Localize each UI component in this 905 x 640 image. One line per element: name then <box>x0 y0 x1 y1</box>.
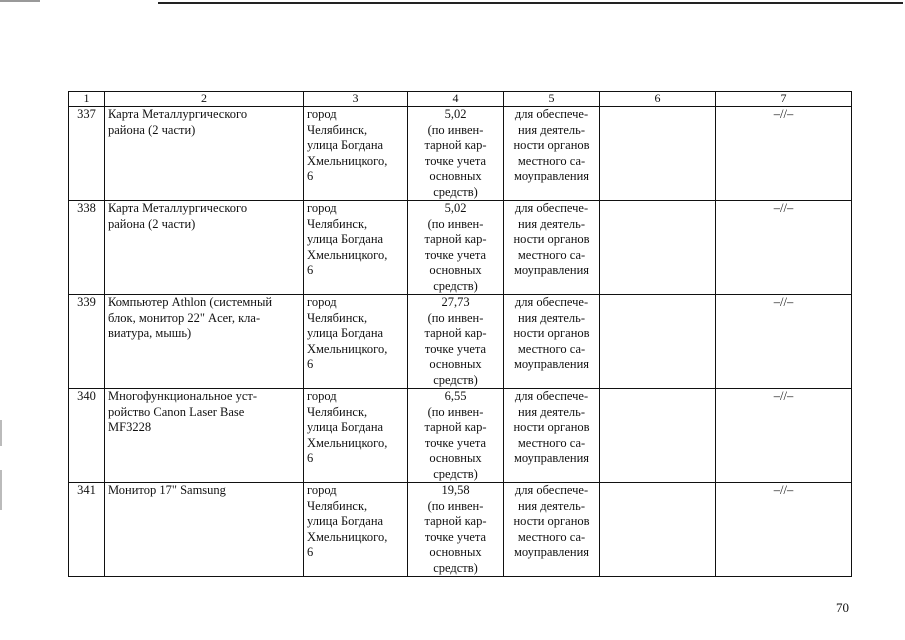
cost-line: тарной кар- <box>424 232 487 246</box>
item-name-cell <box>105 201 304 295</box>
scan-artifact-left-edge <box>0 470 2 510</box>
empty-cell <box>600 201 716 295</box>
item-name-line: Компьютер Athlon (системный <box>108 295 273 309</box>
address-line: улица Богдана <box>307 420 384 434</box>
cost-line: основных <box>429 451 482 465</box>
row-number-cell: 339 <box>69 295 105 389</box>
purpose-line: ности органов <box>513 232 590 246</box>
cost-line: точке учета <box>424 153 487 168</box>
empty-cell <box>600 107 716 201</box>
column-header: 3 <box>304 92 408 107</box>
empty-cell <box>600 295 716 389</box>
cost-cell <box>408 389 504 483</box>
empty-cell <box>600 389 716 483</box>
purpose-line: ния деятель- <box>517 122 586 137</box>
address-line: Челябинск, <box>307 122 368 137</box>
row-number-cell: 338 <box>69 201 105 295</box>
address-line: Хмельницкого, <box>307 435 388 450</box>
purpose-line: ности органов <box>513 138 590 152</box>
purpose-line: местного са- <box>517 247 586 262</box>
column-header: 5 <box>504 92 600 107</box>
address-line: улица Богдана <box>307 514 384 528</box>
item-name-cell <box>105 107 304 201</box>
cost-line: 6,55 <box>444 389 467 403</box>
column-header: 6 <box>600 92 716 107</box>
address-line: город <box>307 201 337 215</box>
purpose-line: для обеспече- <box>514 389 589 403</box>
address-line: город <box>307 107 337 121</box>
address-line: 6 <box>307 545 314 559</box>
item-name-line: Монитор 17" Samsung <box>108 483 226 497</box>
page-number: 70 <box>836 600 849 615</box>
cost-line: точке учета <box>424 529 487 544</box>
purpose-line: для обеспече- <box>514 201 589 215</box>
item-name-line: ройство Canon Laser Base <box>108 404 245 419</box>
address-line: улица Богдана <box>307 138 384 152</box>
cost-cell <box>408 295 504 389</box>
address-line: 6 <box>307 451 314 465</box>
cost-line: средств) <box>433 278 478 293</box>
purpose-line: ния деятель- <box>517 310 586 325</box>
item-name-cell <box>105 483 304 577</box>
purpose-line: для обеспече- <box>514 483 589 497</box>
purpose-line: моуправления <box>513 357 590 371</box>
column-header: 1 <box>69 92 105 107</box>
address-line: город <box>307 483 337 497</box>
cost-line: средств) <box>433 372 478 387</box>
address-line: улица Богдана <box>307 326 384 340</box>
cost-line: тарной кар- <box>424 326 487 340</box>
address-cell <box>304 483 408 577</box>
cost-line: 19,58 <box>441 483 470 497</box>
purpose-line: моуправления <box>513 263 590 277</box>
table-row <box>69 483 852 577</box>
purpose-cell <box>504 483 600 577</box>
address-line: Хмельницкого, <box>307 153 388 168</box>
address-line: Челябинск, <box>307 498 368 513</box>
address-line: Хмельницкого, <box>307 341 388 356</box>
table-row <box>69 107 852 201</box>
cost-line: точке учета <box>424 247 487 262</box>
cost-cell <box>408 201 504 295</box>
row-number-cell: 340 <box>69 389 105 483</box>
purpose-cell <box>504 295 600 389</box>
column-number-row <box>69 92 852 107</box>
address-line: город <box>307 295 337 309</box>
cost-line: тарной кар- <box>424 138 487 152</box>
cost-line: основных <box>429 169 482 183</box>
cost-cell <box>408 107 504 201</box>
purpose-line: для обеспече- <box>514 107 589 121</box>
purpose-line: моуправления <box>513 451 590 465</box>
item-name-cell <box>105 295 304 389</box>
purpose-cell <box>504 107 600 201</box>
item-name-line: района (2 части) <box>108 122 196 137</box>
property-registry-table <box>68 91 852 577</box>
cost-line: средств) <box>433 184 478 199</box>
ditto-mark-cell: –//– <box>716 201 852 295</box>
address-cell <box>304 107 408 201</box>
scan-artifact-top-line <box>158 2 903 4</box>
address-line: Хмельницкого, <box>307 247 388 262</box>
purpose-line: ния деятель- <box>517 498 586 513</box>
address-line: Челябинск, <box>307 310 368 325</box>
item-name-line: Карта Металлургического <box>108 201 248 215</box>
purpose-line: ности органов <box>513 326 590 340</box>
purpose-cell <box>504 201 600 295</box>
address-line: город <box>307 389 337 403</box>
table-row <box>69 295 852 389</box>
row-number-cell: 341 <box>69 483 105 577</box>
cost-line: 27,73 <box>441 295 470 309</box>
item-name-line: блок, монитор 22" Acer, кла- <box>108 310 261 325</box>
address-cell <box>304 295 408 389</box>
purpose-line: местного са- <box>517 341 586 356</box>
cost-line: 5,02 <box>444 201 467 215</box>
cost-line: основных <box>429 545 482 559</box>
cost-line: тарной кар- <box>424 420 487 434</box>
cost-line: (по инвен- <box>427 216 484 231</box>
cost-line: основных <box>429 263 482 277</box>
cost-line: основных <box>429 357 482 371</box>
address-line: 6 <box>307 263 314 277</box>
purpose-cell <box>504 389 600 483</box>
ditto-mark-cell: –//– <box>716 389 852 483</box>
address-line: Челябинск, <box>307 404 368 419</box>
item-name-cell <box>105 389 304 483</box>
column-header: 2 <box>105 92 304 107</box>
address-line: 6 <box>307 357 314 371</box>
table-row <box>69 201 852 295</box>
purpose-line: ния деятель- <box>517 216 586 231</box>
address-line: Хмельницкого, <box>307 529 388 544</box>
ditto-mark-cell: –//– <box>716 483 852 577</box>
cost-line: средств) <box>433 560 478 575</box>
purpose-line: моуправления <box>513 545 590 559</box>
cost-line: (по инвен- <box>427 310 484 325</box>
cost-line: тарной кар- <box>424 514 487 528</box>
column-header: 7 <box>716 92 852 107</box>
purpose-line: моуправления <box>513 169 590 183</box>
item-name-line: MF3228 <box>108 420 152 434</box>
address-line: 6 <box>307 169 314 183</box>
purpose-line: ности органов <box>513 514 590 528</box>
purpose-line: местного са- <box>517 435 586 450</box>
empty-cell <box>600 483 716 577</box>
scan-artifact-left-edge <box>0 420 2 446</box>
ditto-mark-cell: –//– <box>716 107 852 201</box>
cost-line: точке учета <box>424 341 487 356</box>
cost-line: средств) <box>433 466 478 481</box>
purpose-line: местного са- <box>517 529 586 544</box>
address-cell <box>304 389 408 483</box>
cost-line: (по инвен- <box>427 404 484 419</box>
scan-artifact-top-left <box>0 0 40 2</box>
item-name-line: района (2 части) <box>108 216 196 231</box>
cost-line: (по инвен- <box>427 498 484 513</box>
purpose-line: для обеспече- <box>514 295 589 309</box>
cost-line: (по инвен- <box>427 122 484 137</box>
purpose-line: ния деятель- <box>517 404 586 419</box>
cost-line: точке учета <box>424 435 487 450</box>
address-line: улица Богдана <box>307 232 384 246</box>
address-line: Челябинск, <box>307 216 368 231</box>
item-name-line: Многофункциональное уст- <box>108 389 258 403</box>
cost-line: 5,02 <box>444 107 467 121</box>
column-header: 4 <box>408 92 504 107</box>
row-number-cell: 337 <box>69 107 105 201</box>
item-name-line: Карта Металлургического <box>108 107 248 121</box>
cost-cell <box>408 483 504 577</box>
ditto-mark-cell: –//– <box>716 295 852 389</box>
table-row <box>69 389 852 483</box>
address-cell <box>304 201 408 295</box>
purpose-line: местного са- <box>517 153 586 168</box>
purpose-line: ности органов <box>513 420 590 434</box>
item-name-line: виатура, мышь) <box>108 326 192 340</box>
